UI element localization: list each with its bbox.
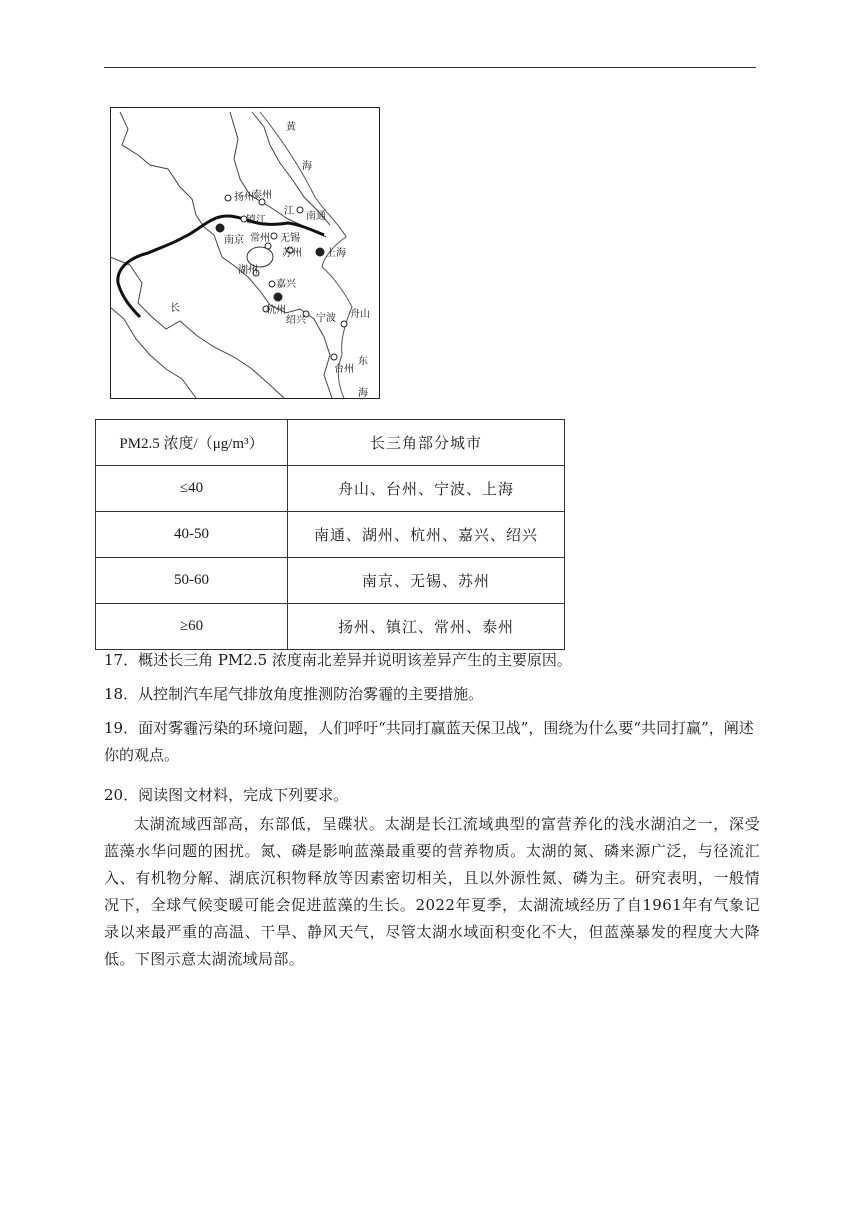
- table-header-cities: 长三角部分城市: [288, 420, 565, 466]
- table-row: [96, 604, 565, 650]
- table-cell-range: 50-60: [96, 558, 288, 604]
- question-20: 20．阅读图文材料，完成下列要求。: [104, 786, 349, 804]
- map-label-suzhou: 苏州: [282, 248, 302, 259]
- table-header-concentration: PM2.5 浓度/（μg/m³）: [96, 420, 288, 466]
- map-label-jiaxing: 嘉兴: [276, 279, 296, 290]
- table-cell-cities: 扬州、镇江、常州、泰州: [288, 604, 565, 650]
- table-row: [96, 466, 565, 512]
- map-label-wuxi: 无锡: [280, 233, 300, 244]
- table-cell-range: ≥60: [96, 604, 288, 650]
- map-label-shaoxing: 绍兴: [286, 315, 306, 326]
- map-label-zhenjiang: 镇江: [246, 215, 266, 226]
- table-cell-cities: 舟山、台州、宁波、上海: [288, 466, 565, 512]
- map-label-yangzhou: 扬州: [234, 192, 254, 203]
- table-cell-range: 40-50: [96, 512, 288, 558]
- map-label-nantong: 南通: [306, 211, 326, 222]
- map-label-taizhou: 泰州: [252, 190, 272, 201]
- map-label-zhoushan: 舟山: [350, 309, 370, 320]
- map-label-nanjing: 南京: [224, 235, 244, 246]
- header-rule: [104, 67, 756, 68]
- map-label-hai1: 海: [302, 161, 312, 172]
- table-cell-range: ≤40: [96, 466, 288, 512]
- map-label-jiang: 江: [284, 206, 294, 217]
- table-cell-cities: 南通、湖州、杭州、嘉兴、绍兴: [288, 512, 565, 558]
- map-label-shanghai: 上海: [326, 248, 346, 259]
- question-19: 19．面对雾霾污染的环境问题，人们呼吁“共同打赢蓝天保卫战”，围绕为什么要“共同打赢”，阐述你的观点。: [104, 719, 754, 764]
- table-header-row: [96, 420, 565, 466]
- map-label-dong: 东: [358, 356, 368, 367]
- map-label-hai2: 海: [358, 388, 368, 399]
- map-label-huang: 黄: [286, 122, 296, 133]
- map-label-chang: 长: [170, 303, 180, 314]
- map-label-hangzhou: 杭州: [266, 305, 286, 316]
- yangtze-delta-map: [110, 107, 380, 399]
- map-label-huzhou: 湖州: [238, 265, 258, 276]
- table-row: [96, 558, 565, 604]
- pm25-table: [95, 419, 565, 650]
- map-label-changzhou: 常州: [250, 233, 270, 244]
- taihu-passage: 太湖流域西部高，东部低，呈碟状。太湖是长江流域典型的富营养化的浅水湖泊之一，深受蓝藻水华问题的困扰。氮、磷是影响蓝藻最重要的营养物质。太湖的氮、磷来源广泛，与径流汇入、有机物分解、湖底沉积物释放等因素密切相关，且以外源性氮、磷为主。研究表明，一般情况下，全球气候变暖可能会促进蓝藻的生长。2022年夏季，太湖流域经历了自1961年有气象记录以来最严重的高温、干旱、静风天气，尽管太湖水域面积变化不大，但蓝藻暴发的程度大大降低。下图示意太湖流域局部。: [104, 815, 760, 968]
- table-cell-cities: 南京、无锡、苏州: [288, 558, 565, 604]
- map-label-ningbo: 宁波: [316, 313, 336, 324]
- map-label-taizhou2: 台州: [334, 364, 354, 375]
- question-17: 17．概述长三角 PM2.5 浓度南北差异并说明该差异产生的主要原因。: [104, 651, 572, 669]
- question-18: 18．从控制汽车尾气排放角度推测防治雾霾的主要措施。: [104, 685, 484, 703]
- table-row: [96, 512, 565, 558]
